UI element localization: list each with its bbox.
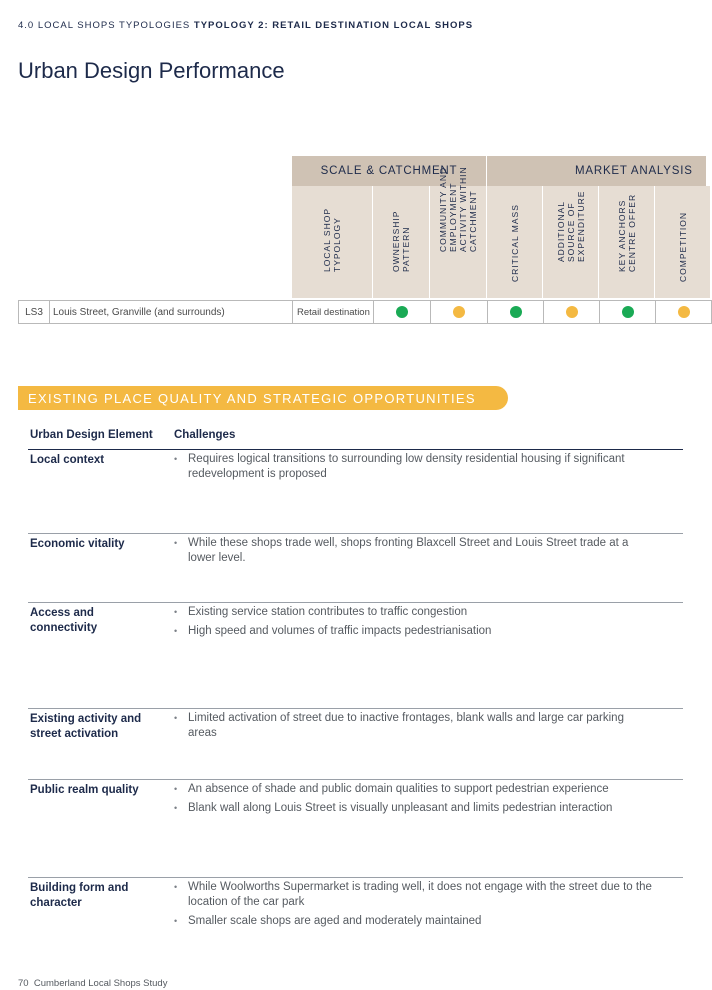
rating-dot [453,306,465,318]
rating-cell [543,300,600,324]
rating-dot [622,306,634,318]
challenge-list [174,782,654,820]
challenge-list [174,711,654,745]
column-header-critical-mass [487,186,543,298]
section-banner [18,386,508,410]
document-title: Cumberland Local Shops Study [33,978,168,989]
column-label: OWNERSHIP PATTERN [391,210,411,272]
rating-cell [373,300,431,324]
column-label: KEY ANCHORS CENTRE OFFER [616,193,637,272]
section-banner-label: EXISTING PLACE QUALITY AND STRATEGIC OPPORTUNITIES [28,390,476,406]
challenge-item: • Limited activation of street due to inactive frontages, blank walls and large car parking areas [174,711,654,741]
challenge-item: • Blank wall along Louis Street is visually unpleasant and limits pedestrian interaction [174,801,654,816]
group-market-analysis [487,156,707,186]
challenge-item: • Requires logical transitions to surrounding low density residential housing if significant redevelopment is proposed [174,452,654,482]
row-id: LS3 [25,306,43,318]
column-label: CRITICAL MASS [509,204,520,282]
column-label: LOCAL SHOP TYPOLOGY [322,208,342,272]
rating-dot [566,306,578,318]
page-title: Urban Design Performance [18,58,285,83]
row-divider [28,533,683,534]
element-name: Local context [30,454,105,466]
performance-table [0,0,693,330]
row-divider [28,449,683,450]
element-name: Economic vitality [30,538,125,550]
column-label: COMMUNITY AND EMPLOYMENT ACTIVITY WITHIN CATCHMENT [438,166,478,252]
row-name: Louis Street, Granville (and surrounds) [53,306,225,318]
group-label: MARKET ANALYSIS [575,165,693,177]
rating-dot [396,306,408,318]
row-divider [28,779,683,780]
page-footer [18,978,167,989]
column-header-typology [292,186,373,298]
rating-cell [599,300,656,324]
challenge-item: • High speed and volumes of traffic impacts pedestrianisation [174,624,654,639]
page-number: 70 [18,978,29,989]
column-header-competition [655,186,711,298]
row-divider [28,708,683,709]
column-header-anchors [599,186,655,298]
header-section: 4.0 LOCAL SHOPS TYPOLOGIES [18,20,191,31]
rating-cell [655,300,712,324]
challenge-item: • Existing service station contributes to traffic congestion [174,605,654,620]
challenge-item: • An absence of shade and public domain qualities to support pedestrian experience [174,782,654,797]
challenge-list [174,536,654,570]
challenge-list [174,452,654,486]
challenge-item: • While Woolworths Supermarket is trading well, it does not engage with the street due to the location of the car park [174,880,654,910]
column-header-expenditure [543,186,599,298]
row-divider [28,602,683,603]
row-typology-cell [292,300,374,324]
challenge-list [174,605,654,643]
rating-dot [510,306,522,318]
row-typology: Retail destination [297,306,370,318]
header-typology: TYPOLOGY 2: RETAIL DESTINATION LOCAL SHOPS [193,20,474,31]
element-name: Building form and character [30,882,129,909]
rating-cell [487,300,544,324]
column-label-element: Urban Design Element [30,429,153,441]
row-id-cell [18,300,50,324]
challenge-item: • Smaller scale shops are aged and moderately maintained [174,914,654,929]
column-label: ADDITIONAL SOURCE OF EXPENDITURE [555,190,586,262]
challenge-item: • While these shops trade well, shops fronting Blaxcell Street and Louis Street trade at a lower level. [174,536,654,566]
column-header-ownership [373,186,430,298]
element-name: Public realm quality [30,784,139,796]
column-label: COMPETITION [677,211,688,282]
element-name: Existing activity and street activation [30,713,142,740]
row-divider [28,877,683,878]
column-header-community [430,166,487,298]
rating-cell [430,300,488,324]
element-name: Access and connectivity [30,607,98,634]
column-label-challenges: Challenges [174,429,236,441]
group-label: SCALE & CATCHMENT [320,165,458,177]
challenge-list [174,880,654,933]
rating-dot [678,306,690,318]
row-name-cell [49,300,293,324]
